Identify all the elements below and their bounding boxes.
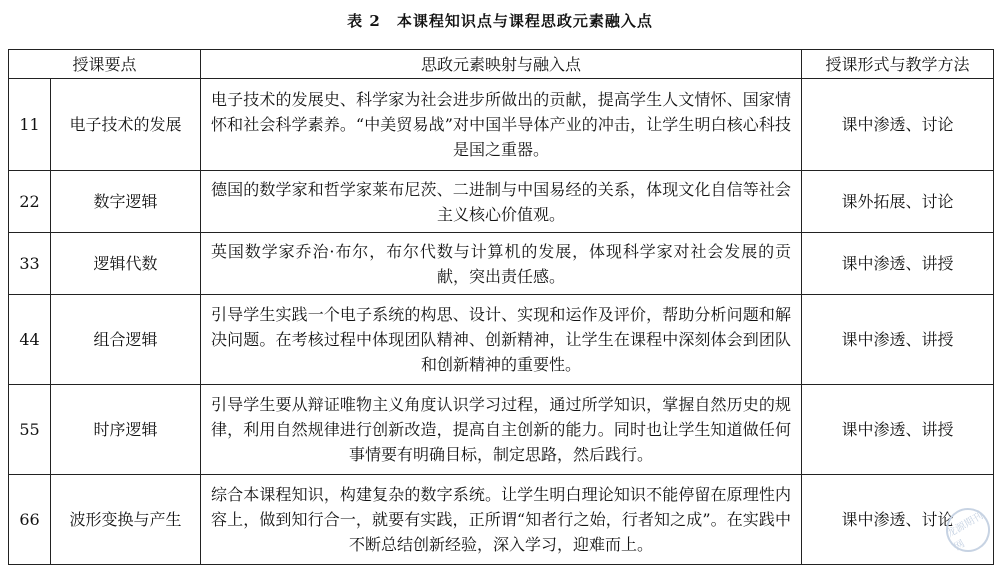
row-content: 英国数学家乔治·布尔，布尔代数与计算机的发展，体现科学家对社会发展的贡献，突出责任感。 <box>201 233 802 295</box>
row-content: 德国的数学家和哲学家莱布尼茨、二进制与中国易经的关系，体现文化自信等社会主义核心价值观。 <box>201 171 802 233</box>
header-method: 授课形式与教学方法 <box>802 50 994 79</box>
table-row <box>9 295 994 385</box>
table-row <box>9 79 994 171</box>
row-method: 课中渗透、讲授 <box>802 385 994 475</box>
row-topic: 逻辑代数 <box>51 233 201 295</box>
row-topic: 时序逻辑 <box>51 385 201 475</box>
row-content: 综合本课程知识，构建复杂的数字系统。让学生明白理论知识不能停留在原理性内容上，做到知行合一，就要有实践，正所谓“知者行之始，行者知之成”。在实践中不断总结创新经验，深入学习，迎难而上。 <box>201 475 802 565</box>
curriculum-table <box>8 49 994 565</box>
row-topic: 波形变换与产生 <box>51 475 201 565</box>
header-row <box>9 50 994 79</box>
table-row <box>9 171 994 233</box>
row-topic: 数字逻辑 <box>51 171 201 233</box>
header-elements: 思政元素映射与融入点 <box>201 50 802 79</box>
row-method: 课外拓展、讨论 <box>802 171 994 233</box>
row-content: 电子技术的发展史、科学家为社会进步所做出的贡献，提高学生人文情怀、国家情怀和社会科学素养。“中美贸易战”对中国半导体产业的冲击，让学生明白核心科技是国之重器。 <box>201 79 802 171</box>
row-content: 引导学生实践一个电子系统的构思、设计、实现和运作及评价，帮助分析问题和解决问题。在考核过程中体现团队精神、创新精神，让学生在课程中深刻体会到团队和创新精神的重要性。 <box>201 295 802 385</box>
table-row <box>9 475 994 565</box>
row-method: 课中渗透、讨论 <box>802 79 994 171</box>
row-number: 44 <box>9 295 51 385</box>
row-method: 课中渗透、讨论 <box>802 475 994 565</box>
row-content: 引导学生要从辩证唯物主义角度认识学习过程，通过所学知识，掌握自然历史的规律，利用自然规律进行创新改造，提高自主创新的能力。同时也让学生知道做任何事情要有明确目标，制定思路，然后践行。 <box>201 385 802 475</box>
table-caption: 表 2 本课程知识点与课程思政元素融入点 <box>347 12 653 30</box>
row-method: 课中渗透、讲授 <box>802 233 994 295</box>
table-row <box>9 233 994 295</box>
watermark-logo: 龙源期刊网 <box>938 500 998 560</box>
row-number: 55 <box>9 385 51 475</box>
row-number: 33 <box>9 233 51 295</box>
row-method: 课中渗透、讲授 <box>802 295 994 385</box>
header-point: 授课要点 <box>9 50 201 79</box>
row-topic: 组合逻辑 <box>51 295 201 385</box>
row-number: 66 <box>9 475 51 565</box>
row-number: 22 <box>9 171 51 233</box>
table-row <box>9 385 994 475</box>
row-number: 11 <box>9 79 51 171</box>
row-topic: 电子技术的发展 <box>51 79 201 171</box>
